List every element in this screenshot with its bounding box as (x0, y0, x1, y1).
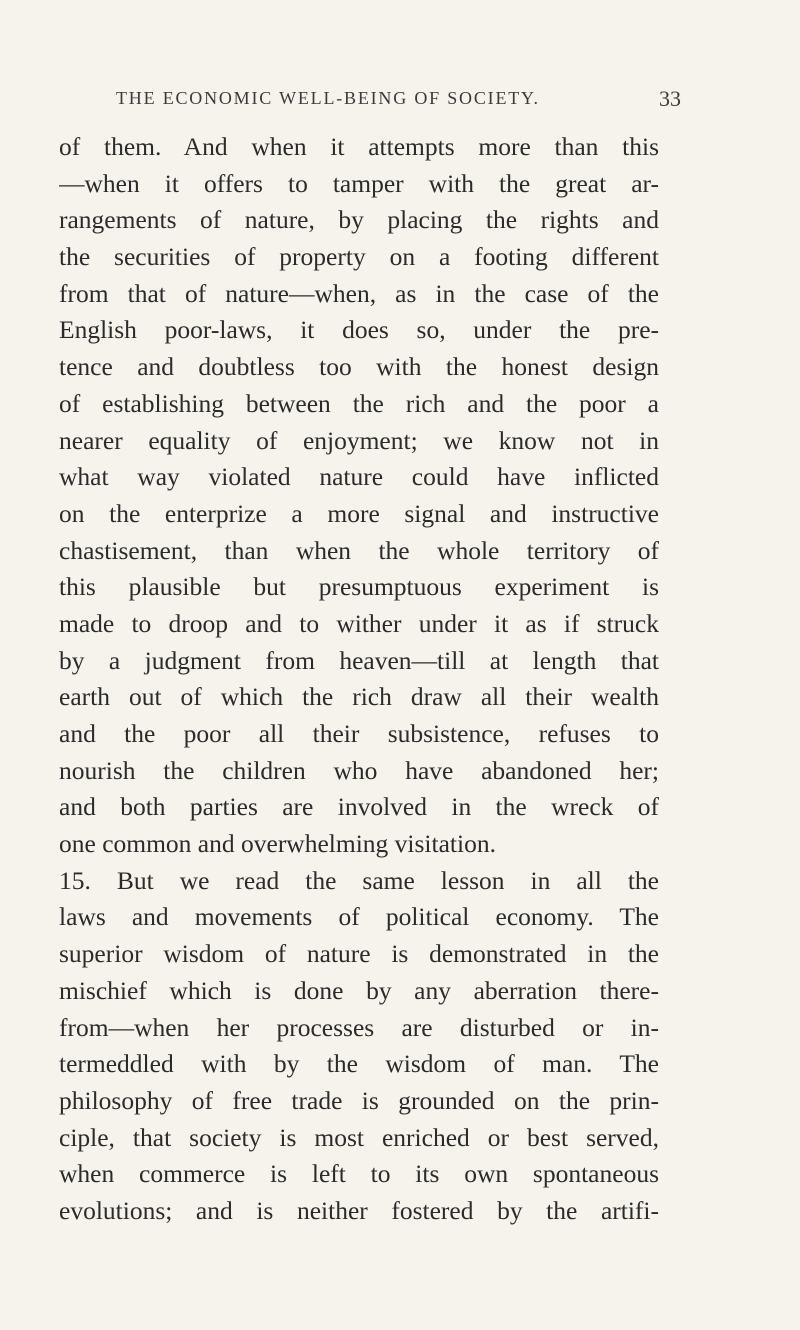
text-line: termeddled with by the wisdom of man. The (59, 1049, 659, 1079)
text-line: made to droop and to wither under it as if struck (59, 608, 659, 638)
text-line: on the enterprize a more signal and instructive (59, 498, 659, 528)
running-head: THE ECONOMIC WELL-BEING OF SOCIETY. (116, 88, 540, 108)
text-line: nearer equality of enjoyment; we know not in (59, 425, 659, 455)
text-line: and the poor all their subsistence, refuses to (59, 719, 659, 748)
text-line: laws and movements of political economy. The (59, 902, 659, 932)
text-line: of establishing between the rich and the poor a (59, 388, 659, 418)
section-start-line: 15. But we read the same lesson in all the (59, 865, 659, 895)
text-line: chastisement, than when the whole territory of (59, 535, 659, 565)
text-line: of them. And when it attempts more than this (59, 132, 659, 161)
text-line: superior wisdom of nature is demonstrated in the (59, 939, 659, 969)
page-number: 33 (659, 86, 681, 111)
text-line: —when it offers to tamper with the great ar- (59, 168, 659, 198)
text-line: ciple, that society is most enriched or best served, (59, 1122, 659, 1152)
text-line: from that of nature—when, as in the case of the (59, 278, 659, 308)
text-line: tence and doubtless too with the honest design (59, 352, 659, 382)
text-line: what way violated nature could have inflicted (59, 462, 659, 492)
paragraph-end-line: one common and overwhelming visitation. (59, 829, 496, 859)
text-line: earth out of which the rich draw all their wealth (59, 682, 659, 712)
text-line: by a judgment from heaven—till at length that (59, 645, 659, 675)
text-line: philosophy of free trade is grounded on the prin- (59, 1085, 659, 1115)
text-line: evolutions; and is neither fostered by the artifi- (59, 1195, 659, 1225)
text-line: English poor-laws, it does so, under the pre- (59, 315, 659, 345)
text-line: mischief which is done by any aberration there- (59, 975, 659, 1005)
text-line: nourish the children who have abandoned her; (59, 755, 659, 785)
text-line: this plausible but presumptuous experiment is (59, 572, 659, 602)
text-line: rangements of nature, by placing the rights and (59, 205, 659, 235)
body-text (59, 129, 659, 1230)
text-line: from—when her processes are disturbed or in- (59, 1012, 659, 1042)
page-header (88, 88, 688, 112)
text-line: when commerce is left to its own spontaneous (59, 1159, 659, 1189)
text-line: and both parties are involved in the wreck of (59, 792, 659, 822)
text-line: the securities of property on a footing different (59, 242, 659, 272)
